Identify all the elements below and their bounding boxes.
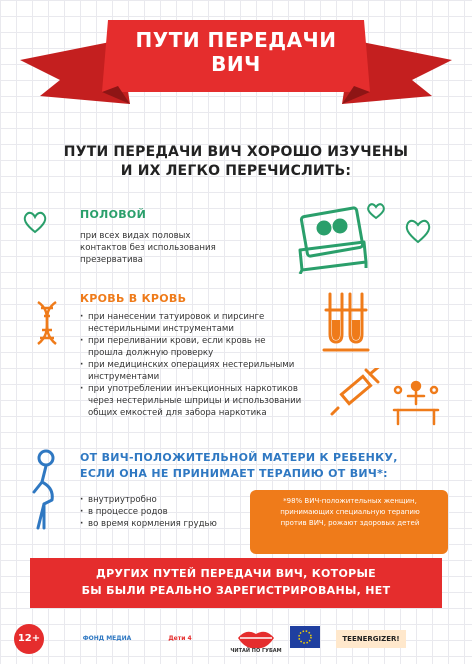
item-text: инструментами [88, 372, 160, 382]
syringe-icon [330, 368, 386, 418]
section-title-mother [80, 450, 450, 482]
age-rating-badge: 12+ [14, 624, 44, 654]
logo-text: ФОНД МЕДИА [82, 635, 132, 642]
section-title-sexual: ПОЛОВОЙ [80, 208, 147, 221]
title-line-1: ПУТИ ПЕРЕДАЧИ [135, 28, 337, 52]
heart-icon [22, 210, 48, 234]
headline [40, 143, 432, 181]
blood-list [80, 311, 316, 419]
title-line-2: ВИЧ [211, 52, 261, 76]
list-item [80, 359, 316, 383]
mother-title-line-1: ОТ ВИЧ-ПОЛОЖИТЕЛЬНОЙ МАТЕРИ К РЕБЕНКУ, [80, 451, 398, 464]
list-item [80, 383, 316, 419]
banner-line-2: БЫ БЫЛИ РЕАЛЬНО ЗАРЕГИСТРИРОВАНЫ, НЕТ [81, 584, 391, 597]
logo-fond-media [80, 630, 134, 648]
section-title-blood: КРОВЬ В КРОВЬ [80, 292, 187, 305]
footnote-line-1: *98% ВИЧ-положительных женщин, [283, 497, 417, 505]
sexual-text [80, 230, 260, 266]
item-text: · при медицинских операциях нестерильными [88, 360, 295, 370]
footnote-line-3: против ВИЧ, рожают здоровых детей [280, 519, 420, 527]
logo-deti [156, 630, 204, 648]
banner-line-1: ДРУГИХ ПУТЕЙ ПЕРЕДАЧИ ВИЧ, КОТОРЫЕ [96, 567, 376, 580]
headline-line-2: И ИХ ЛЕГКО ПЕРЕЧИСЛИТЬ: [120, 163, 352, 179]
logo-text: Дети 4 [168, 635, 192, 642]
list-item: · во время кормления грудью [80, 518, 240, 530]
surgery-icon [388, 380, 444, 430]
sexual-line-1: при всех видах половых [80, 231, 191, 241]
logo-text: ЧИТАЙ ПО ГУБАМ [230, 648, 282, 654]
logo-teenergizer [336, 630, 406, 648]
item-text: · при переливании крови, если кровь не [88, 336, 266, 346]
heart-icon [404, 218, 432, 244]
item-text: общих емкостей для забора наркотика [88, 408, 267, 418]
list-item: · в процессе родов [80, 506, 240, 518]
logo-text: TEENERGIZER! [342, 635, 400, 643]
item-text: · при употреблении инъекционных наркотиков [88, 384, 298, 394]
mother-list [80, 494, 240, 530]
eu-flag-icon [290, 626, 320, 648]
list-item [80, 335, 316, 359]
item-text: прошла должную проверку [88, 348, 214, 358]
item-text: · при нанесении татуировок и пирсинге [88, 312, 265, 322]
dna-icon [32, 300, 62, 346]
test-tubes-icon [322, 290, 370, 356]
bottom-banner-text [40, 565, 432, 599]
pregnant-woman-icon [24, 448, 72, 532]
mother-title-line-2: ЕСЛИ ОНА НЕ ПРИНИМАЕТ ТЕРАПИЮ ОТ ВИЧ*: [80, 467, 388, 480]
item-text: через нестерильные шприцы и использовании [88, 396, 302, 406]
item-text: нестерильными инструментами [88, 324, 234, 334]
footnote-text [258, 496, 442, 529]
bed-couple-icon [292, 202, 372, 274]
sexual-line-3: презерватива [80, 255, 143, 265]
list-item: · внутриутробно [80, 494, 240, 506]
list-item [80, 311, 316, 335]
footnote-line-2: принимающих специальную терапию [280, 508, 420, 516]
headline-line-1: ПУТИ ПЕРЕДАЧИ ВИЧ ХОРОШО ИЗУЧЕНЫ [63, 144, 409, 160]
logo-chitai [228, 646, 284, 656]
sexual-line-2: контактов без использования [80, 243, 216, 253]
page-title [0, 28, 472, 76]
